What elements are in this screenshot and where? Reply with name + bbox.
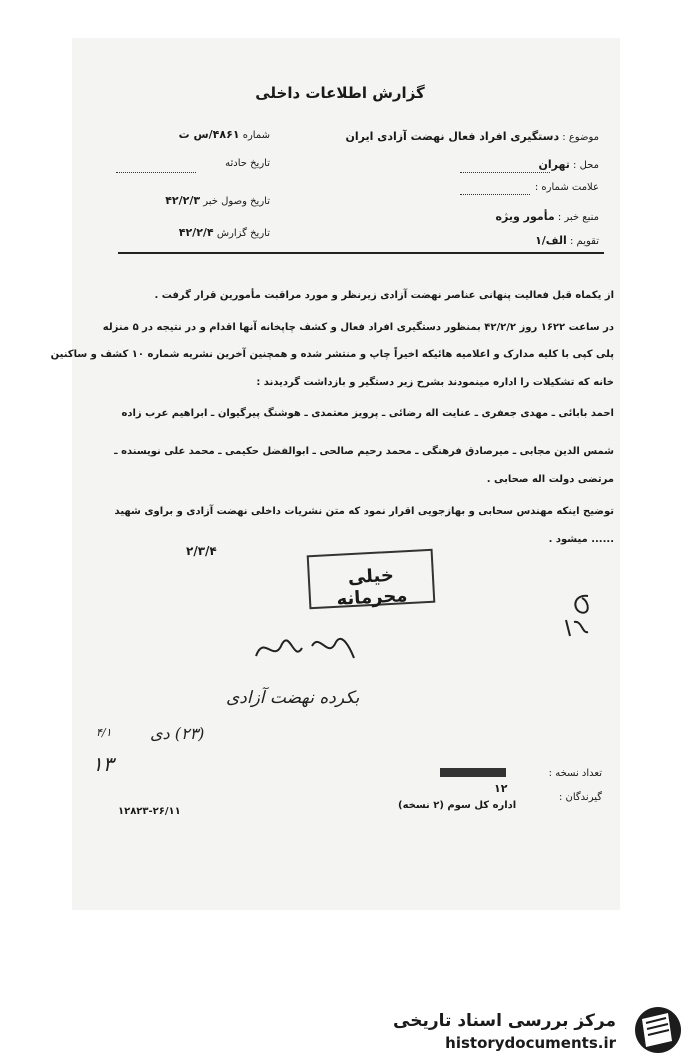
document-title: گزارش اطلاعات داخلی — [255, 84, 425, 102]
copies-label: تعداد نسخه — [555, 768, 602, 779]
place-line — [460, 172, 550, 173]
archive-number: ۱۲۸۲۳-۲۶/۱۱ — [118, 806, 181, 817]
copies-row: تعداد نسخه : — [548, 768, 602, 779]
source-label: منبع خبر — [564, 212, 599, 223]
subject-label: موضوع — [568, 132, 599, 143]
body-line-5: احمد بابائی ـ مهدی جعفری ـ عنایت اله رضائی ـ پرویز معتمدی ـ هوشنگ پیرگیوان ـ ابراهیم عرب زاده — [121, 408, 614, 419]
handwritten-note-1: بکرده نهضت آزادی — [226, 688, 360, 708]
body-line-8: توضیح اینکه مهندس سحابی و بهازجویی اقرار نمود که متن نشریات داخلی نهضت آزادی و براوی شهید — [114, 506, 614, 517]
recipients-row: گیرندگان : — [558, 792, 602, 803]
place-label: محل — [579, 160, 599, 171]
body-line-3: پلی کپی با کلیه مدارک و اعلامیه هائیکه اخیراً چاپ و منتشر شده و همچنین آخرین نشریه شماره ۱۰ کشف و ساکنین — [50, 349, 614, 360]
place-value: تهران — [538, 158, 570, 171]
event-date-row — [225, 158, 270, 169]
source-row: منبع خبر : مأمور ویژه — [495, 210, 599, 223]
header-divider — [118, 252, 604, 254]
handwritten-note-2: (۲۳) دی — [150, 724, 205, 743]
handwritten-note-4: ۴/۱ — [96, 726, 112, 739]
receipt-date-value: ۴۲/۲/۳ — [165, 194, 201, 207]
receipt-date-row — [165, 194, 270, 207]
body-line-1: از یکماه قبل فعالیت پنهانی عناصر نهضت آزادی زیرنظر و مورد مراقبت مأمورین قرار گرفت . — [154, 290, 614, 301]
event-date-line — [116, 172, 196, 173]
code-row: علامت شماره : — [534, 182, 599, 193]
recipients-label: گیرندگان — [565, 792, 602, 803]
body-line-2: در ساعت ۱۶۲۲ روز ۴۲/۲/۲ بمنظور دستگیری افراد فعال و کشف چاپخانه آنها اقدام و در نتیجه در ۵ منزله — [102, 322, 614, 333]
evaluation-row: تقویم : الف/۱ — [535, 234, 599, 247]
subject-row: موضوع : دستگیری افراد فعال نهضت آزادی ایران — [345, 130, 599, 143]
handwritten-note-3: ۱۳ — [92, 752, 114, 776]
number-label: شماره — [242, 130, 270, 141]
website: historydocuments.ir — [445, 1034, 616, 1052]
copies-value: ۱۲ — [494, 782, 508, 795]
stamp-text: خیلی محرمانه — [336, 564, 408, 610]
report-date-row — [179, 226, 270, 239]
evaluation-value: الف/۱ — [535, 234, 567, 247]
source-value: مأمور ویژه — [495, 210, 555, 223]
evaluation-label: تقویم — [576, 236, 599, 247]
number-row — [179, 128, 270, 141]
body-line-6: شمس الدین مجابی ـ میرصادق فرهنگی ـ محمد رحیم صالحی ـ ابوالفضل حکیمی ـ محمد علی نویسنده ـ — [114, 446, 614, 457]
redacted-mark — [440, 768, 506, 777]
handwritten-mark — [560, 590, 600, 640]
short-date: ۲/۳/۴ — [186, 544, 217, 558]
recipients-value: اداره کل سوم (۲ نسخه) — [398, 800, 517, 811]
org-name: مرکز بررسی اسناد تاریخی — [393, 1011, 616, 1031]
receipt-date-label: تاریخ وصول خبر — [203, 196, 270, 207]
body-line-4: خانه که تشکیلات را اداره مینمودند بشرح زیر دستگیر و بازداشت گردیدند : — [256, 377, 614, 388]
place-row: محل : تهران — [538, 158, 599, 171]
event-date-label: تاریخ حادثه — [225, 158, 270, 169]
classification-stamp — [307, 549, 436, 610]
report-date-label: تاریخ گزارش — [216, 228, 270, 239]
archive-logo-icon — [628, 1003, 686, 1055]
body-line-7: مرتضی دولت اله صحابی . — [486, 474, 614, 485]
code-label: علامت شماره — [541, 182, 599, 193]
code-line — [460, 194, 530, 195]
signature — [250, 628, 360, 674]
body-line-9: ...... میشود . — [548, 534, 614, 545]
subject-value: دستگیری افراد فعال نهضت آزادی ایران — [345, 130, 560, 143]
report-date-value: ۴۲/۲/۴ — [178, 226, 214, 239]
number-value: ۴۸۶۱/س ت — [178, 128, 240, 141]
